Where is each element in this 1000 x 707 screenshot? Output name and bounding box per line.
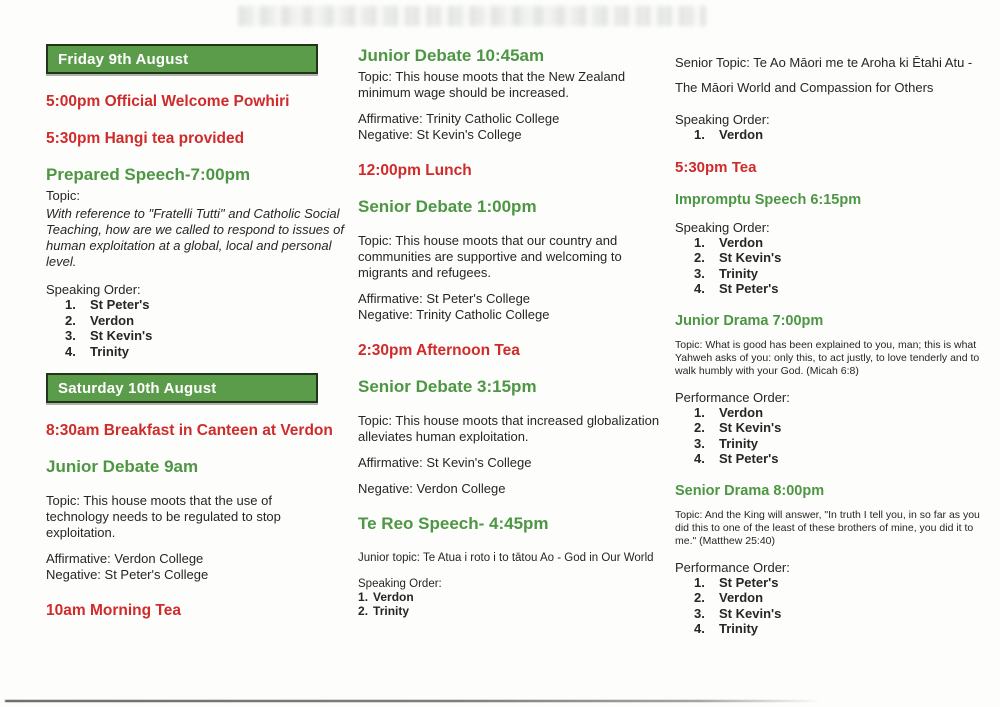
order-list-item-label: St Peter's [719,574,779,590]
order-list-item [675,250,970,266]
paragraph-line: With reference to "Fratelli Tutti" and Catholic Social [46,206,340,221]
paragraph-line: Negative: Trinity Catholic College [358,307,550,322]
event-heading: 5:00pm Official Welcome Powhiri [46,93,290,110]
order-list-item [46,297,332,313]
senior-debate-315-affirmative [358,455,660,471]
order-list-item-label: St Kevin's [719,605,782,621]
paragraph-line: Teaching, how are we called to respond to issues of [46,222,344,237]
order-list-item-label: St Kevin's [90,328,153,343]
junior-debate-1045-teams [358,111,660,143]
paragraph-line: exploitation. [46,525,116,540]
paragraph-line: Negative: Verdon College [358,481,506,496]
paragraph-line: Topic: What is good has been explained to you, man; this is what [675,338,977,351]
order-list-item [46,344,332,360]
senior-debate-315-topic [358,413,660,445]
junior-debate-1045-topic [358,69,660,101]
paragraph-line: minimum wage should be increased. [358,85,569,100]
page-edge-shadow [5,700,820,702]
section-label: Speaking Order: [675,219,770,235]
order-list-item-label: Verdon [719,234,764,250]
event-heading: Prepared Speech-7:00pm [46,165,251,184]
order-list-item [358,604,660,618]
order-list-item-label: Verdon [719,404,764,420]
section-label: Speaking Order: [675,112,770,127]
paragraph-line: alleviates human exploitation. [358,429,529,444]
event-heading: Senior Drama 8:00pm [675,482,825,499]
section-label: Speaking Order: [358,578,442,590]
paragraph-line: did this to one of the least of these brothers of mine, you did it to [675,521,974,534]
section-label: Speaking Order: [46,282,141,297]
order-list-item-label: Trinity [719,621,759,636]
order-list [675,405,970,467]
section-label: Topic: [46,188,80,203]
event-heading: Senior Debate 3:15pm [358,377,537,396]
day-banner [46,44,318,74]
event-heading: Senior Debate 1:00pm [358,197,537,216]
order-list-item [675,281,970,297]
te-reo-junior-topic [358,550,660,566]
paragraph-line: human exploitation at a global, local and personal [46,238,332,253]
order-list-item-label: Verdon [719,590,764,605]
paragraph-line: Junior topic: Te Atua i roto i to tātou Ao - God in Our World [358,552,654,564]
order-list-item [675,266,970,282]
paragraph-line: Topic: This house moots that the New Zealand [358,69,626,84]
order-list-item [46,313,332,329]
event-heading: 5:30pm Tea [675,158,757,176]
order-list-item-label: St Peter's [90,297,150,312]
event-heading: 5:30pm Hangi tea provided [46,130,245,147]
order-list-item [675,590,970,606]
order-list [675,235,970,297]
prepared-speech-topic [46,206,344,270]
paragraph-line: Topic: And the King will answer, "In truth I tell you, in so far as you [675,508,980,521]
order-list-item-label: St Peter's [719,281,779,296]
order-list-item [675,235,970,251]
event-heading: 2:30pm Afternoon Tea [358,342,520,359]
order-list-item-label: Trinity [719,265,759,281]
order-list-item [675,606,970,622]
senior-debate-100-teams [358,291,660,323]
paragraph-line: The Māori World and Compassion for Others [675,80,934,95]
order-list-item-label: St Kevin's [719,250,782,265]
order-list-item [675,127,970,143]
junior-debate-9am-topic [46,493,332,541]
order-list-item-label: St Peter's [719,451,779,466]
paragraph-line: Negative: St Peter's College [46,567,209,582]
paragraph-line: communities are supportive and welcoming to [358,249,622,264]
event-heading: Junior Drama 7:00pm [675,312,824,329]
order-list-item [675,451,970,467]
event-heading: 12:00pm Lunch [358,162,472,179]
order-list-item [675,436,970,452]
order-list [675,575,970,637]
event-heading: 10am Morning Tea [46,602,181,619]
event-heading: Impromptu Speech 6:15pm [675,191,862,208]
event-heading: 8:30am Breakfast in Canteen at Verdon [46,422,333,439]
order-list-item [358,590,660,604]
scan-bleed-through-artifact [238,6,706,26]
event-heading: Te Reo Speech- 4:45pm [358,514,549,533]
order-list-item-label: Verdon [719,127,764,142]
paragraph-line: Affirmative: Trinity Catholic College [358,111,560,126]
event-heading: Junior Debate 9am [46,457,199,476]
order-list [46,297,332,359]
senior-debate-100-topic [358,233,660,281]
order-list-item-label: Trinity [373,604,410,618]
paragraph-line: Topic: This house moots that our country and [358,233,618,248]
section-label: Performance Order: [675,559,790,575]
paragraph-line: Affirmative: St Kevin's College [358,455,532,470]
column-middle [358,46,660,618]
paragraph-line: Topic: This house moots that increased globalization [358,413,660,428]
paragraph-line: Yahweh asks of you: only this, to act justly, to love tenderly and to [675,351,980,364]
senior-debate-315-negative [358,481,660,497]
order-list [358,590,660,618]
paragraph-line: migrants and refugees. [358,265,491,280]
event-heading: Junior Debate 10:45am [358,46,545,65]
order-list-item [675,621,970,637]
junior-drama-topic [675,338,980,378]
senior-drama-topic [675,508,980,548]
order-list-item [46,328,332,344]
column-left [46,44,344,620]
order-list [675,127,970,143]
order-list-item-label: Trinity [719,435,759,451]
te-reo-senior-topic [675,50,973,100]
paragraph-line: Affirmative: St Peter's College [358,291,531,306]
order-list-item-label: Verdon [373,590,414,604]
junior-debate-9am-teams [46,551,332,583]
order-list-item [675,420,970,436]
order-list-item [675,575,970,591]
paragraph-line: technology needs to be regulated to stop [46,509,281,524]
day-banner-label: Friday 9th August [58,51,189,68]
section-label: Performance Order: [675,389,790,405]
paragraph-line: Senior Topic: Te Ao Māori me te Aroha ki Ētahi Atu - [675,55,973,70]
day-banner-label: Saturday 10th August [58,380,217,397]
order-list-item-label: Verdon [90,312,135,328]
day-banner [46,373,318,403]
paragraph-line: walk humbly with your God. (Micah 6:8) [675,364,859,377]
order-list-item-label: St Kevin's [719,420,782,435]
order-list-item-label: Trinity [90,343,130,359]
order-list-item [675,405,970,421]
paragraph-line: Negative: St Kevin's College [358,127,522,142]
column-right [675,50,980,637]
paragraph-line: level. [46,254,77,269]
paragraph-line: Affirmative: Verdon College [46,551,204,566]
paragraph-line: Topic: This house moots that the use of [46,493,272,508]
paragraph-line: me." (Matthew 25:40) [675,534,776,547]
